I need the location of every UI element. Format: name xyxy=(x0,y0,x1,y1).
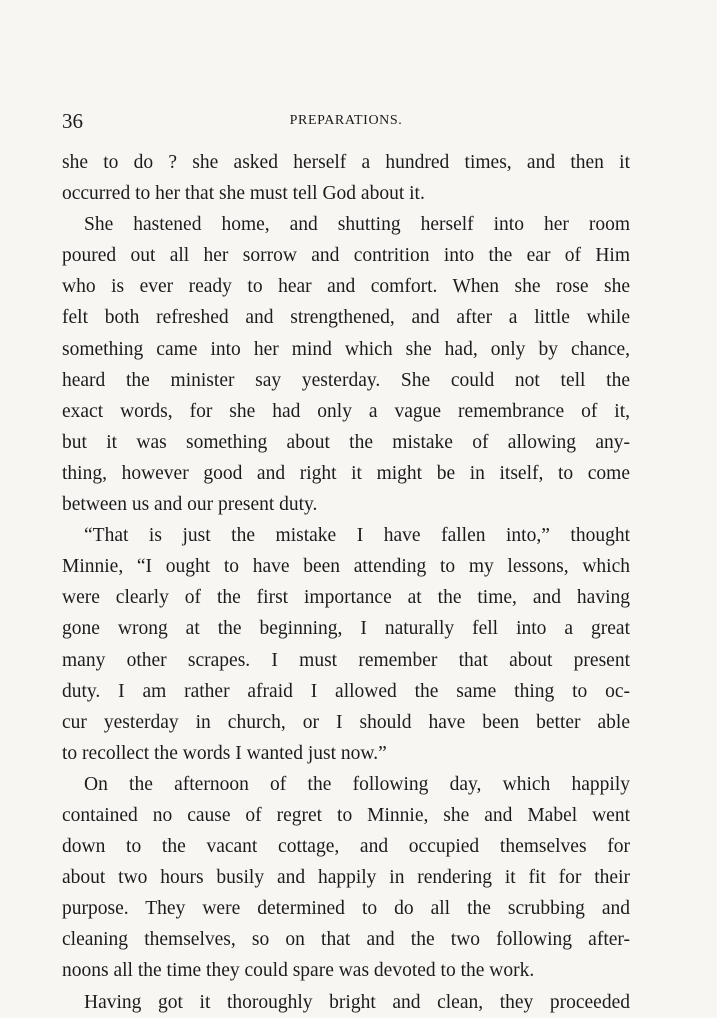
text-line: many other scrapes. I must remember that about present xyxy=(62,649,630,671)
text-line: duty. I am rather afraid I allowed the same thing to oc- xyxy=(62,680,630,702)
text-line: about two hours busily and happily in rendering it fit for their xyxy=(62,867,630,889)
text-line: occurred to her that she must tell God about it. xyxy=(62,183,425,205)
text-line: thing, however good and right it might be in itself, to come xyxy=(62,462,630,484)
text-line: Having got it thoroughly bright and clean, they proceeded xyxy=(84,991,630,1013)
text-line: purpose. They were determined to do all the scrubbing and xyxy=(62,898,630,920)
text-line: who is ever ready to hear and comfort. When she rose she xyxy=(62,276,630,298)
text-line: contained no cause of regret to Minnie, she and Mabel went xyxy=(62,804,630,826)
running-head: PREPARATIONS. xyxy=(289,113,403,128)
page-number: 36 xyxy=(62,109,83,133)
text-line: something came into her mind which she had, only by chance, xyxy=(62,338,630,360)
text-line: Minnie, “I ought to have been attending to my lessons, which xyxy=(62,556,630,578)
text-line: heard the minister say yesterday. She could not tell the xyxy=(62,369,630,391)
text-line: but it was something about the mistake of allowing any- xyxy=(62,431,630,453)
text-line: she to do ? she asked herself a hundred times, and then it xyxy=(62,152,630,173)
text-line: gone wrong at the beginning, I naturally fell into a great xyxy=(62,618,630,640)
text-line: felt both refreshed and strengthened, and after a little while xyxy=(62,307,630,329)
page-header xyxy=(62,106,630,136)
text-line: exact words, for she had only a vague remembrance of it, xyxy=(62,400,630,422)
text-line: down to the vacant cottage, and occupied themselves for xyxy=(62,836,630,858)
text-line: poured out all her sorrow and contrition into the ear of Him xyxy=(62,245,630,267)
text-line: She hastened home, and shutting herself into her room xyxy=(84,214,630,236)
text-line: On the afternoon of the following day, which happily xyxy=(84,773,630,795)
text-line: noons all the time they could spare was devoted to the work. xyxy=(62,960,535,982)
body-text xyxy=(62,147,630,1018)
text-line: cur yesterday in church, or I should have been better able xyxy=(62,711,630,733)
text-line: to recollect the words I wanted just now.” xyxy=(62,742,387,764)
text-line: cleaning themselves, so on that and the two following after- xyxy=(62,929,630,951)
text-line: between us and our present duty. xyxy=(62,494,318,516)
text-line: “That is just the mistake I have fallen into,” thought xyxy=(84,525,630,547)
text-line: were clearly of the first importance at the time, and having xyxy=(62,587,630,609)
